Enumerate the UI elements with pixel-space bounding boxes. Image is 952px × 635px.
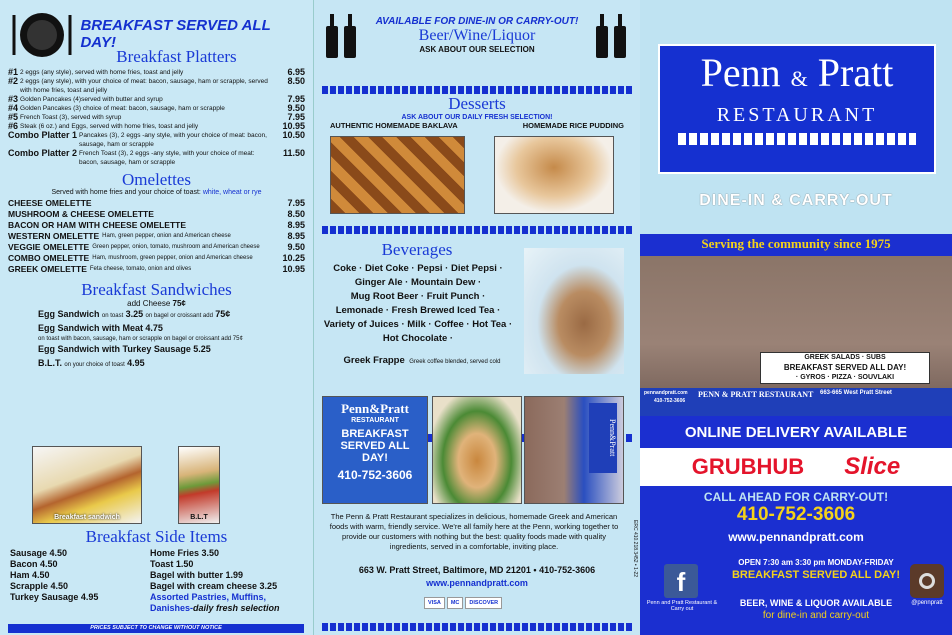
beer-title: Beer/Wine/Liquor: [418, 27, 536, 44]
plate-icon: [8, 7, 74, 61]
left-panel: [0, 0, 313, 635]
side-code: ERC 410.218.3452 • 1-22: [632, 520, 638, 578]
sandwich-row: [8, 308, 305, 322]
beverage-line: Coke · Diet Coke · Pepsi · Diet Pepsi ·: [333, 263, 503, 274]
sides-right: [150, 548, 310, 614]
platter-num: #6: [8, 121, 19, 131]
sign-photo: [322, 396, 428, 504]
sandwich-row: [8, 322, 305, 343]
call-ahead: CALL AHEAD FOR CARRY-OUT!: [703, 490, 889, 504]
side-item: Scrapple 4.50: [10, 581, 69, 591]
greek-key-divider: [322, 86, 632, 94]
photo1-caption: Breakfast sandwich: [54, 514, 120, 521]
platter-price: 6.95: [287, 67, 305, 77]
platter-row: [8, 95, 305, 104]
right-website[interactable]: www.pennandpratt.com: [728, 530, 864, 544]
facebook-label: Penn and Pratt Restaurant & Carry out: [646, 600, 718, 612]
beverage-line: Mug Root Beer · Fruit Punch ·: [350, 291, 486, 302]
sandwich-name: Egg Sandwich: [38, 309, 100, 319]
baklava-label: AUTHENTIC HOMEMADE BAKLAVA: [330, 121, 458, 130]
sign-phone: 410-752-3606: [337, 468, 413, 482]
platter-num: #2: [8, 76, 19, 86]
omelette-desc: Feta cheese, tomato, onion and olives: [89, 266, 192, 272]
greek-frappe: [322, 350, 522, 368]
platter-num: #5: [8, 112, 19, 122]
omelette-price: 8.50: [287, 209, 305, 219]
right-for: for dine-in and carry-out: [762, 610, 870, 621]
right-beer: BEER, WINE & LIQUOR AVAILABLE: [739, 598, 893, 608]
store-sign-2: BREAKFAST SERVED ALL DAY!: [783, 363, 907, 372]
store-sign: [760, 352, 930, 384]
logo-key: [678, 133, 916, 145]
sandwich-name: B.L.T.: [38, 358, 62, 368]
omelettes-toast: white, wheat or rye: [202, 189, 262, 196]
platter-desc: Golden Pancakes (3) choice of meat: bacon, sausage, ham or scrapple: [20, 105, 225, 112]
awning-web: pennandpratt.com: [644, 390, 688, 396]
right-breakfast: BREAKFAST SERVED ALL DAY!: [731, 569, 901, 581]
platter-row: [8, 131, 305, 149]
breakfast-all-day-title: BREAKFAST SERVED ALL DAY!: [80, 17, 271, 51]
sandwiches-title: Breakfast Sandwiches: [81, 280, 232, 299]
omelette-price: 7.95: [287, 198, 305, 208]
greek-key-divider-2: [322, 226, 632, 234]
omelette-row: [8, 264, 305, 275]
side-item: Home Fries 3.50: [150, 548, 220, 558]
platter-price: 9.50: [287, 103, 305, 113]
breakfast-sandwich-photo: [32, 446, 142, 524]
platter-desc: Golden Pancakes (4)served with butter and syrup: [20, 96, 163, 103]
website[interactable]: www.pennandpratt.com: [426, 578, 528, 588]
platter-price: 8.50: [287, 76, 305, 86]
sandwich-price: 4.95: [127, 358, 145, 368]
sandwich-mid: on your choice of toast: [64, 362, 125, 368]
omelette-desc: Ham, green pepper, onion and American cheese: [102, 233, 231, 239]
pudding-label: HOMEMADE RICE PUDDING: [522, 121, 624, 130]
baklava-photo: [330, 136, 465, 214]
omelette-name: COMBO OMELETTE: [8, 253, 90, 263]
serving-text: Serving the community since 1975: [701, 236, 891, 251]
beverages-list: [318, 262, 518, 346]
omelette-row: [8, 253, 305, 264]
awning-name: PENN & PRATT RESTAURANT: [698, 390, 814, 399]
omelette-desc: Ham, mushroom, green pepper, onion and American cheese: [92, 255, 253, 261]
add-cheese-price: 75¢: [172, 299, 186, 308]
gyro-photo: [432, 396, 522, 504]
delivery-bar: [640, 448, 952, 486]
ask-selection: ASK ABOUT OUR SELECTION: [419, 45, 535, 54]
omelette-row: [8, 198, 305, 209]
instagram-icon[interactable]: [910, 564, 944, 598]
side-item: Sausage 4.50: [10, 548, 68, 558]
add-cheese: [8, 299, 305, 308]
omelette-desc: Green pepper, onion, tomato, mushroom and American cheese: [92, 244, 260, 250]
right-panel: [640, 0, 952, 635]
platter-row: [8, 149, 305, 167]
omelettes-sub-text: Served with home fries and your choice of toast:: [51, 189, 201, 196]
platter-num: #3: [8, 94, 19, 104]
platter-price: 11.50: [282, 148, 305, 158]
platter-num: Combo Platter 2: [8, 148, 78, 158]
platter-row: [8, 68, 305, 77]
phone-number[interactable]: 410-752-3606: [736, 504, 856, 525]
sandwich-price2: 75¢: [215, 309, 231, 319]
sign-rest: RESTAURANT: [351, 417, 399, 424]
card-logo: DISCOVER: [465, 597, 502, 609]
beer-header: [322, 6, 632, 64]
beverage-line: Lemonade · Fresh Brewed Iced Tea ·: [335, 305, 501, 316]
greek-key-divider-4: [322, 623, 632, 631]
awning-addr: 663-665 West Pratt Street: [820, 390, 892, 396]
platter-desc: French Toast (3), 2 eggs -any style, with your choice of meat: bacon, sausage, ham or scrapple: [79, 150, 255, 166]
sandwich-row: [8, 357, 305, 371]
logo-amp: &: [790, 66, 808, 91]
sandwich-row: [8, 343, 305, 357]
sandwich-price: 3.25: [125, 309, 144, 319]
side-item: Turkey Sausage 4.95: [10, 592, 99, 602]
platter-price: 7.95: [287, 94, 305, 104]
omelette-price: 8.95: [287, 220, 305, 230]
omelettes-sub: [8, 189, 305, 196]
side-item: Toast 1.50: [150, 559, 194, 569]
side-item: Bacon 4.50: [10, 559, 58, 569]
sandwich-price: 5.25: [193, 344, 211, 354]
instagram-lens: [919, 573, 935, 589]
awning-phone: 410-752-3606: [654, 398, 686, 404]
instagram-label: @pennpratt: [911, 600, 943, 606]
logo-penn: Penn: [700, 50, 781, 95]
card-logo: MC: [447, 597, 464, 609]
beverage-line: Ginger Ale · Mountain Dew ·: [354, 277, 482, 288]
platter-price: 7.95: [287, 112, 305, 122]
photo2-caption: B.L.T: [190, 514, 208, 521]
beverages-title: Beverages: [381, 240, 453, 259]
platter-num: #4: [8, 103, 19, 113]
sides-left-list: [10, 548, 98, 603]
omelette-name: VEGGIE OMELETTE: [8, 242, 90, 252]
platter-desc: Pancakes (3), 2 eggs -any style, with your choice of meat: bacon, sausage, ham or scrapple: [79, 132, 267, 148]
sandwich-mid: on toast: [101, 313, 124, 319]
store-sign-1: GREEK SALADS · SUBS: [804, 354, 886, 361]
awning: [640, 388, 952, 416]
omelette-desc: [189, 220, 273, 231]
bottles-icon: [322, 10, 362, 60]
omelette-price: 8.95: [287, 231, 305, 241]
greek-frappe-name: Greek Frappe: [343, 355, 405, 366]
omelette-name: MUSHROOM & CHEESE OMELETTE: [8, 209, 154, 219]
logo-box: [658, 44, 936, 174]
platters-list: [8, 68, 305, 167]
dinein-text: DINE-IN & CARRY-OUT: [699, 192, 893, 209]
desserts-title: Desserts: [448, 94, 506, 113]
omelette-row: [8, 242, 305, 253]
daily-text: daily fresh selection: [193, 603, 280, 613]
omelette-price: 10.25: [282, 253, 305, 263]
omelette-price: 10.95: [282, 264, 305, 274]
slice-logo[interactable]: Slice: [844, 453, 901, 480]
omelette-row: [8, 231, 305, 242]
beverage-line: Variety of Juices · Milk · Coffee · Hot Tea ·: [323, 319, 513, 330]
omelette-name: WESTERN OMELETTE: [8, 231, 100, 241]
prices-note: PRICES SUBJECT TO CHANGE WITHOUT NOTICE: [8, 624, 304, 633]
platter-desc: Steak (6 oz.) and Eggs, served with home fries, toast and jelly: [20, 123, 199, 130]
sandwich-mid2: on bagel or croissant add: [145, 313, 213, 319]
danishes-text: Danishes-: [150, 603, 194, 613]
omelette-row: [8, 209, 305, 220]
side-item: Bagel with butter 1.99: [150, 570, 244, 580]
greek-frappe-desc: Greek coffee blended, served cold: [409, 359, 501, 365]
facebook-icon[interactable]: f: [664, 564, 698, 598]
side-item: Bagel with cream cheese 3.25: [150, 581, 278, 591]
omelette-name: GREEK OMELETTE: [8, 264, 87, 274]
platter-num: #1: [8, 67, 19, 77]
platter-desc: French Toast (3), served with syrup: [20, 114, 122, 121]
blt-photo: [178, 446, 220, 524]
platter-desc: 2 eggs (any style), served with home fries, toast and jelly: [20, 69, 184, 76]
platter-row: [8, 77, 305, 95]
sandwich-name: Egg Sandwich with Turkey Sausage: [38, 344, 191, 354]
online-delivery: ONLINE DELIVERY AVAILABLE: [684, 424, 908, 441]
logo-restaurant: RESTAURANT: [716, 104, 878, 126]
platter-num: Combo Platter 1: [8, 130, 78, 140]
address: 663 W. Pratt Street, Baltimore, MD 21201 • 410-752-3606: [358, 565, 596, 575]
omelette-row: [8, 220, 305, 231]
side-item: Ham 4.50: [10, 570, 50, 580]
sandwich-price: 4.75: [145, 323, 163, 333]
about-text: The Penn & Pratt Restaurant specializes in delicious, homemade Greek and American foods with warm, friendly service. We're all family here at the Penn, working together to provide our customers with nothing but the best: quality foods made with quality ingredients, served in a comfortable, inviting place.: [329, 512, 619, 551]
sides-title: Breakfast Side Items: [85, 527, 228, 546]
logo-name: [660, 48, 934, 104]
sandwich-name: Egg Sandwich with Meat: [38, 323, 144, 333]
omelettes-list: [8, 198, 305, 275]
sides-right-list: [150, 548, 310, 592]
storefront-photo: [640, 256, 952, 416]
omelette-name: CHEESE OMELETTE: [8, 198, 92, 208]
rice-pudding-photo: [494, 136, 614, 214]
bottles-icon-right: [592, 10, 632, 60]
store-sign-3: · GYROS · PIZZA · SOUVLAKI: [795, 374, 895, 381]
building-photo: [524, 396, 624, 504]
sign-name: Penn&Pratt: [341, 401, 409, 416]
omelette-price: 9.50: [287, 242, 305, 252]
avail-text: AVAILABLE FOR DINE-IN OR CARRY-OUT!: [375, 16, 579, 27]
assorted-text: Assorted Pastries, Muffins,: [150, 592, 267, 602]
beverage-line: Hot Chocolate ·: [382, 333, 454, 344]
grubhub-logo[interactable]: GRUBHUB: [691, 454, 805, 479]
open-hours: OPEN 7:30 am 3:30 pm MONDAY-FRIDAY: [738, 558, 894, 567]
cards: [424, 597, 502, 609]
platters-title: Breakfast Platters: [116, 47, 237, 66]
logo-pratt: Pratt: [817, 50, 894, 95]
platter-desc: 2 eggs (any style), with your choice of meat: bacon, sausage, ham or scrapple, served with home fries, toast and jelly: [20, 78, 268, 94]
platter-price: 10.50: [282, 130, 305, 140]
dessert-labels: [322, 121, 632, 130]
omelettes-title: Omelettes: [122, 170, 191, 189]
sandwiches-list: [8, 308, 305, 371]
ask-dessert: ASK ABOUT OUR DAILY FRESH SELECTION!: [401, 114, 553, 121]
sandwich-note: on toast with bacon, sausage, ham or scrapple on bagel or croissant add 75¢: [38, 336, 243, 342]
card-logo: VISA: [424, 597, 445, 609]
middle-panel: [313, 0, 640, 635]
omelette-name: BACON OR HAM WITH CHEESE OMELETTE: [8, 220, 187, 230]
omelette-desc: [157, 209, 273, 220]
vertical-sign: Penn&Pratt: [589, 403, 617, 473]
frappe-photo: [524, 248, 624, 374]
sign-text: BREAKFAST SERVED ALL DAY!: [340, 428, 410, 464]
platter-row: [8, 104, 305, 113]
platter-price: 10.95: [282, 121, 305, 131]
add-cheese-label: add Cheese: [127, 299, 171, 308]
omelette-desc: [95, 198, 273, 209]
platter-row: [8, 113, 305, 122]
